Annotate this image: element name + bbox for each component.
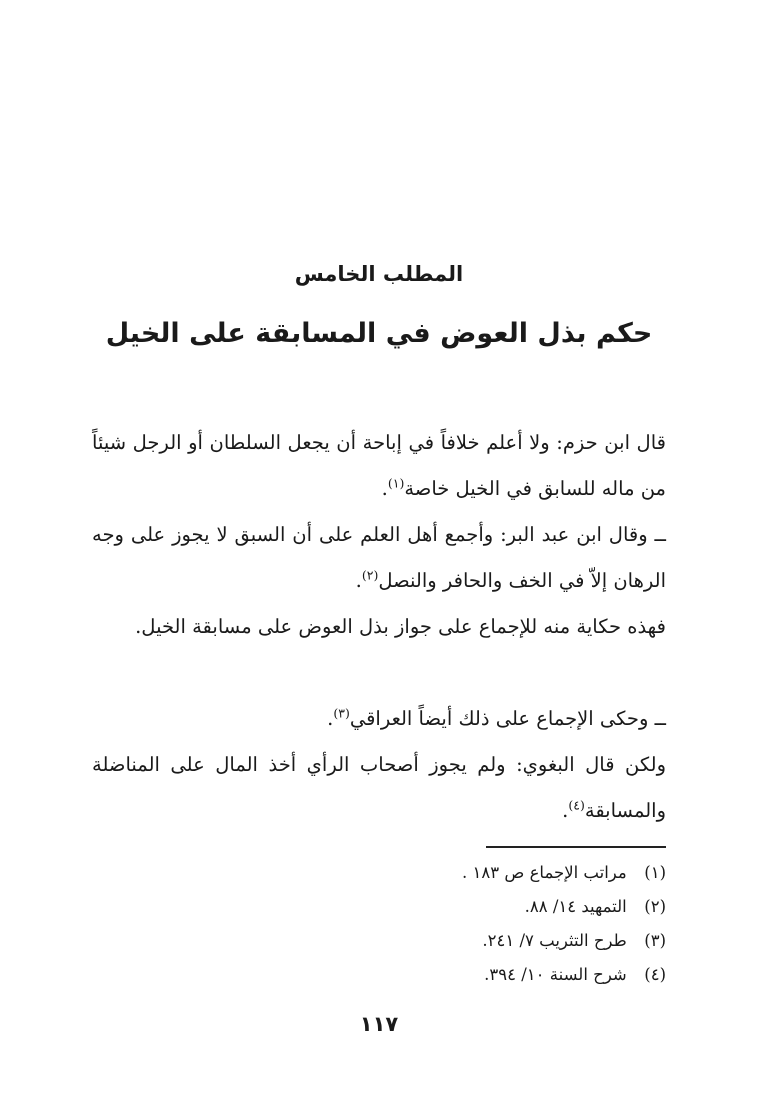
- paragraph-text: ولكن قال البغوي: ولم يجوز أصحاب الرأي أخذ المال على المناضلة والمسابقة: [92, 753, 666, 822]
- footnote-number: (٢): [644, 897, 666, 916]
- footnote-separator: [486, 846, 666, 848]
- footnote-text: شرح السنة ١٠/ ٣٩٤.: [484, 965, 627, 984]
- footnote-item: [92, 856, 666, 890]
- footnote-item: [92, 890, 666, 924]
- footnote-text: مراتب الإجماع ص ١٨٣ .: [462, 863, 627, 882]
- footnote-reference: (٤): [568, 797, 585, 813]
- footnote-text: التمهيد ١٤/ ٨٨.: [524, 897, 627, 916]
- section-title: حكم بذل العوض في المسابقة على الخيل: [105, 318, 653, 349]
- paragraph-text: ــ وقال ابن عبد البر: وأجمع أهل العلم على أن السبق لا يجوز على وجه الرهان إلاّ في الخف والحافر والنصل: [92, 523, 666, 592]
- footnote-reference: (٢): [361, 567, 379, 583]
- paragraph-text: ــ وحكى الإجماع على ذلك أيضاً العراقي: [349, 707, 666, 730]
- paragraph-tail: .: [327, 707, 334, 730]
- paragraph-text: فهذه حكاية منه للإجماع على جواز بذل العوض على مسابقة الخيل.: [135, 615, 666, 638]
- footnote-item: [92, 924, 666, 958]
- paragraph-ibn-hazm: [92, 420, 666, 512]
- section-subtitle: المطلب الخامس: [294, 262, 464, 286]
- paragraph-tail: .: [355, 569, 362, 592]
- paragraph-consensus: [92, 604, 666, 650]
- page-number: ١١٧: [359, 1012, 399, 1036]
- footnote-number: (٣): [644, 931, 666, 950]
- footnotes-list: [92, 856, 666, 992]
- paragraph-baghawi: [92, 742, 666, 834]
- footnote-text: طرح التثريب ٧/ ٢٤١.: [482, 931, 627, 950]
- paragraph-iraqi: [92, 696, 666, 742]
- footnote-reference: (٣): [333, 705, 350, 721]
- paragraph-tail: .: [381, 477, 388, 500]
- footnote-number: (٤): [644, 965, 666, 984]
- footnote-reference: (١): [387, 475, 405, 491]
- footnote-item: [92, 958, 666, 992]
- footnote-number: (١): [644, 863, 666, 882]
- paragraph-text: قال ابن حزم: ولا أعلم خلافاً في إباحة أن يجعل السلطان أو الرجل شيئاً من ماله للسابق في الخيل خاصة: [92, 431, 666, 500]
- paragraph-tail: .: [562, 799, 569, 822]
- paragraph-ibn-abd-al-barr: [92, 512, 666, 604]
